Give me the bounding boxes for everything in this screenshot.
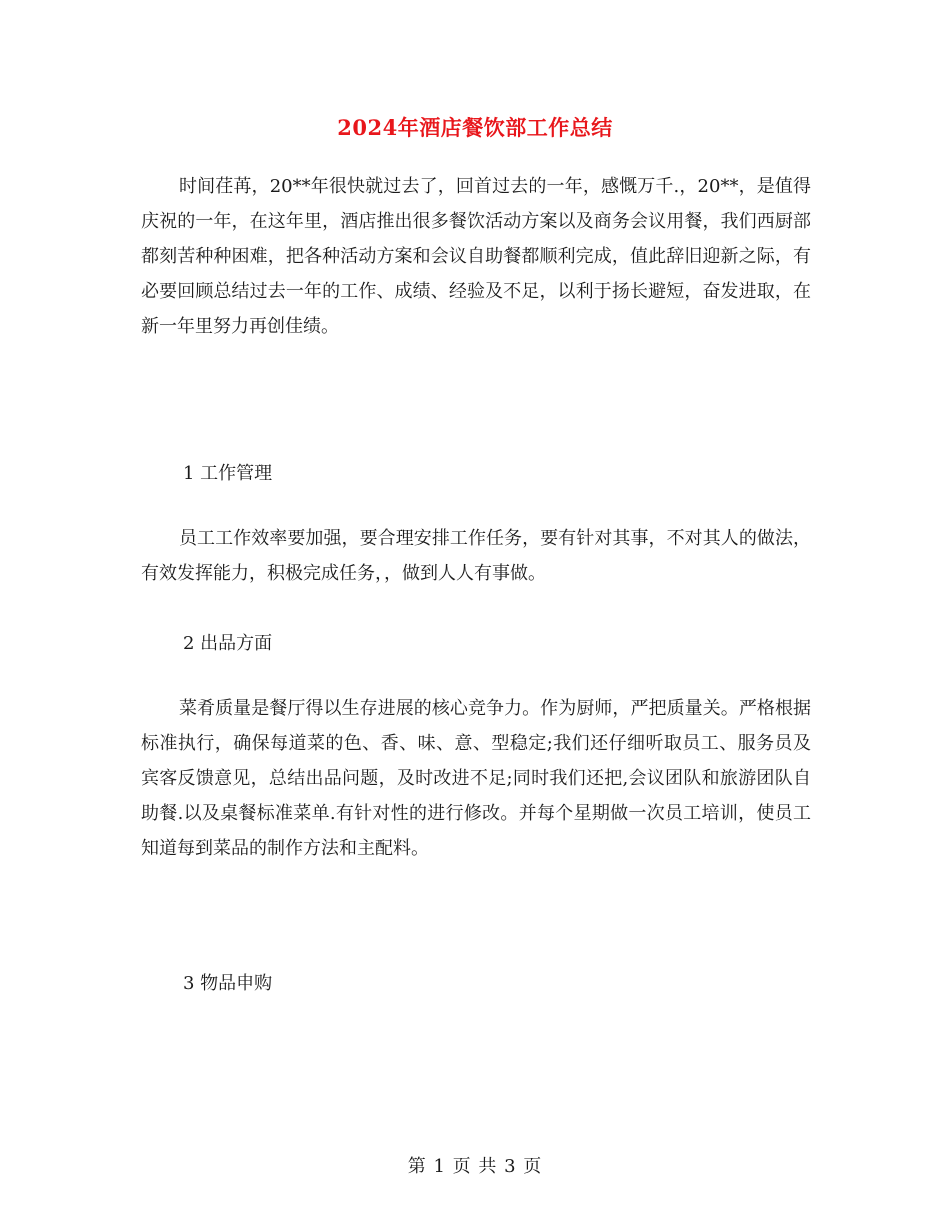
document-title: 2024年酒店餐饮部工作总结 xyxy=(337,115,613,140)
section-heading-output: 2 出品方面 xyxy=(183,633,273,654)
output-paragraph: 菜肴质量是餐厅得以生存进展的核心竞争力。作为厨师，严把质量关。严格根据标准执行，确保每道菜的色、香、味、意、型稳定;我们还仔细听取员工、服务员及宾客反馈意见，总结出品问题，及时改进不足;同时我们还把,会议团队和旅游团队自助餐.以及桌餐标准菜单.有针对性的进行修改。并每个星期做一次员工培训，使员工知道每到菜品的制作方法和主配料。 xyxy=(141,698,811,859)
page-footer: 第 1 页 共 3 页 xyxy=(407,1156,543,1177)
work-management-paragraph: 员工工作效率要加强，要合理安排工作任务，要有针对其事，不对其人的做法，有效发挥能力，积极完成任务，，做到人人有事做。 xyxy=(141,528,811,584)
section-heading-procurement: 3 物品申购 xyxy=(183,973,273,994)
intro-paragraph: 时间荏苒，20**年很快就过去了，回首过去的一年，感慨万千.，20**，是值得庆祝的一年，在这年里，酒店推出很多餐饮活动方案以及商务会议用餐，我们西厨部都刻苦种种困难，把各种活动方案和会议自助餐都顺利完成，值此辞旧迎新之际，有必要回顾总结过去一年的工作、成绩、经验及不足，以利于扬长避短，奋发进取，在新一年里努力再创佳绩。 xyxy=(141,176,811,337)
section-heading-work-management: 1 工作管理 xyxy=(183,463,273,484)
